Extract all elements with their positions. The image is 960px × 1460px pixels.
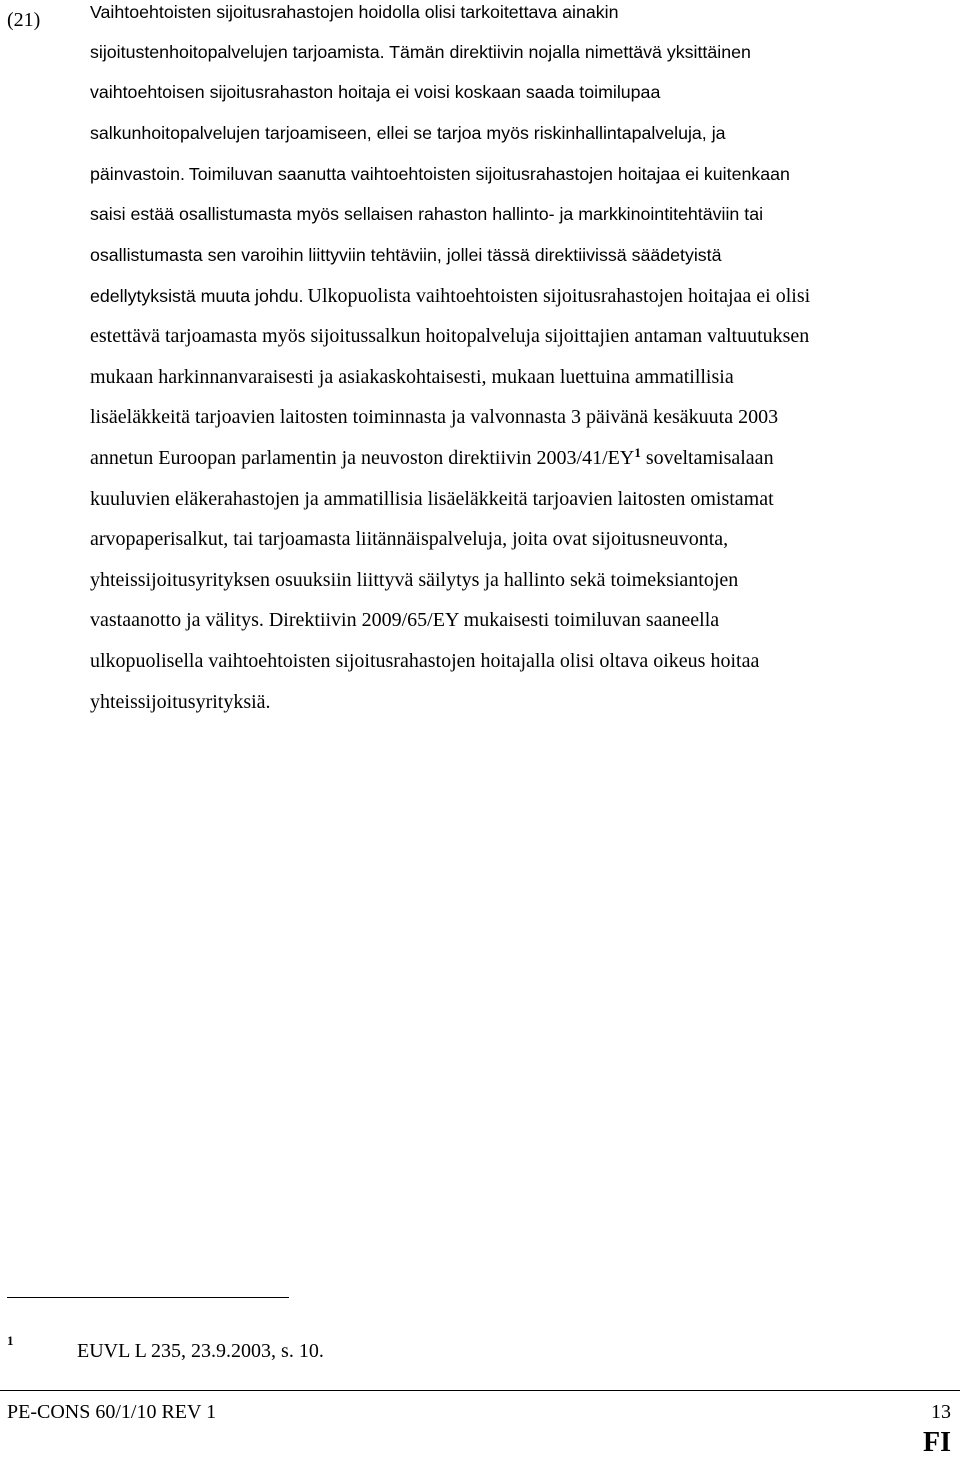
footer-divider <box>0 1390 960 1391</box>
text-line: vastaanotto ja välitys. Direktiivin 2009/65/EY mukaisesti toimiluvan saaneella <box>90 609 720 631</box>
page-number: 13 <box>931 1401 951 1423</box>
text-line: Vaihtoehtoisten sijoitusrahastojen hoidolla olisi tarkoitettava ainakin <box>90 2 619 22</box>
text-line: estettävä tarjoamasta myös sijoitussalkun hoitopalveluja sijoittajien antaman valtuutuksen <box>90 325 810 347</box>
language-code: FI <box>923 1427 951 1458</box>
text-line <box>90 438 774 478</box>
text-line: mukaan harkinnanvaraisesti ja asiakaskohtaisesti, mukaan luettuina ammatillisia <box>90 366 734 388</box>
text-line: ulkopuolisella vaihtoehtoisten sijoitusrahastojen hoitajalla olisi oltava oikeus hoitaa <box>90 650 760 672</box>
text-line: arvopaperisalkut, tai tarjoamasta liitännäispalveluja, joita ovat sijoitusneuvonta, <box>90 528 729 550</box>
paragraph-number: (21) <box>7 9 41 31</box>
text-line: yhteissijoitusyrityksiä. <box>90 691 271 713</box>
text-line: lisäeläkkeitä tarjoavien laitosten toiminnasta ja valvonnasta 3 päivänä kesäkuuta 2003 <box>90 406 779 428</box>
footnote-separator <box>7 1297 289 1298</box>
text-run: Toimiluvan saanutta vaihtoehtoisten sijoitusrahastojen hoitajaa ei kuitenkaan <box>188 164 790 184</box>
text-run: Ulkopuolista vaihtoehtoisten sijoitusrahastojen hoitajaa ei olisi <box>307 285 811 307</box>
text-line: saisi estää osallistumasta myös sellaisen rahaston hallinto- ja markkinointitehtäviin tai <box>90 204 764 224</box>
footnote-text: EUVL L 235, 23.9.2003, s. 10. <box>77 1340 324 1362</box>
footnote-number: 1 <box>7 1333 14 1348</box>
text-line: yhteissijoitusyrityksen osuuksiin liittyvä säilytys ja hallinto sekä toimeksiantojen <box>90 569 739 591</box>
text-line: salkunhoitopalvelujen tarjoamiseen, ellei se tarjoa myös riskinhallintapalveluja, ja <box>90 123 726 143</box>
text-line <box>90 276 810 316</box>
footnote-reference[interactable]: 1 <box>634 445 641 460</box>
text-line: osallistumasta sen varoihin liittyviin tehtäviin, jollei tässä direktiivissä säädetyistä <box>90 245 722 265</box>
text-run: edellytyksistä muuta johdu. <box>90 286 304 306</box>
text-line <box>90 154 790 194</box>
text-line: vaihtoehtoisen sijoitusrahaston hoitaja ei voisi koskaan saada toimilupaa <box>90 82 661 102</box>
text-run: annetun Euroopan parlamentin ja neuvoston direktiivin 2003/41/EY <box>90 447 635 469</box>
document-reference: PE-CONS 60/1/10 REV 1 <box>7 1401 217 1423</box>
text-run: soveltamisalaan <box>645 447 774 469</box>
text-run: päinvastoin. <box>90 164 185 184</box>
text-line: sijoitustenhoitopalvelujen tarjoamista. Tämän direktiivin nojalla nimettävä yksittäinen <box>90 42 751 62</box>
text-line: kuuluvien eläkerahastojen ja ammatillisia lisäeläkkeitä tarjoavien laitosten omistamat <box>90 488 774 510</box>
